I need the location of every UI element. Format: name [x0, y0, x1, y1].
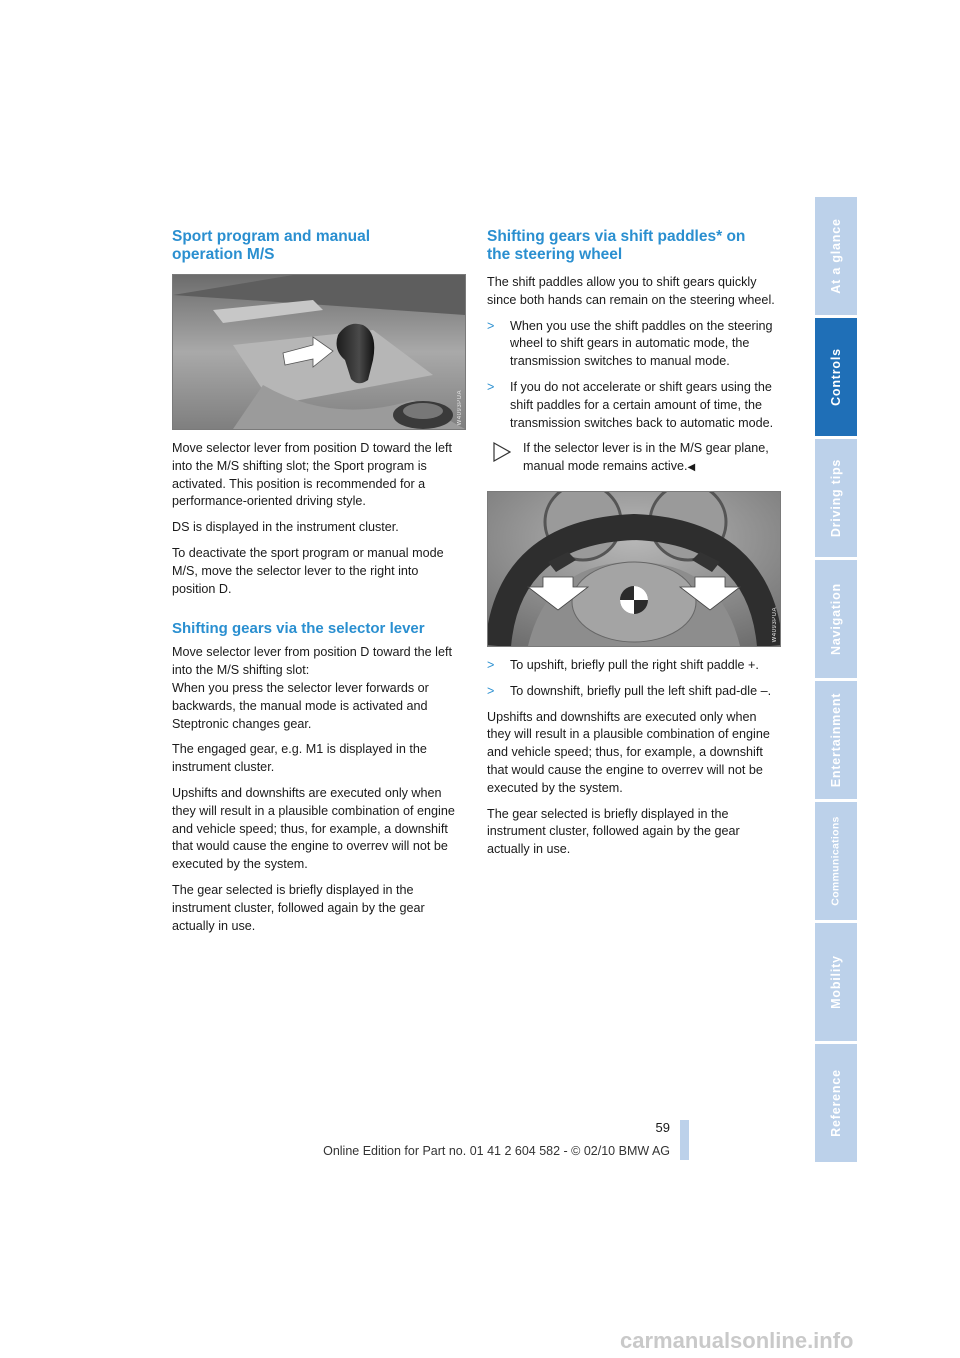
paragraph: The gear selected is briefly displayed in the instrument cluster, followed again by the gear actually in use.	[487, 806, 740, 857]
list-item	[487, 379, 781, 432]
list-item-text: To upshift, briefly pull the right shift paddle +.	[510, 657, 759, 672]
tab-label: Communications	[830, 816, 842, 906]
watermark: carmanualsonline.info	[620, 1328, 854, 1353]
paragraph: Upshifts and downshifts are executed only when they will result in a plausible combination of engine and vehicle speed; thus, for example, a downshift that would cause the engine to overrev will not be executed by the system.	[487, 709, 770, 795]
heading-sport-program: Sport program and manual operation M/S	[172, 228, 371, 263]
tab-reference[interactable]	[815, 1044, 857, 1162]
paragraph: Move selector lever from position D toward the left into the M/S shifting slot:	[172, 645, 452, 678]
paragraph: To deactivate the sport program or manual mode M/S, move the selector lever to the right into position D.	[172, 545, 444, 596]
steering-wheel-figure	[487, 491, 781, 647]
bullet-mark: >	[487, 379, 495, 394]
tab-label: Reference	[829, 1069, 843, 1137]
bullet-mark: >	[487, 657, 495, 672]
paragraph: The shift paddles allow you to shift gears quickly since both hands can remain on the steering wheel.	[487, 275, 775, 307]
heading-shift-paddles: Shifting gears via shift paddles* on the steering wheel	[487, 228, 746, 263]
paragraph: The gear selected is briefly displayed in the instrument cluster, followed again by the gear actually in use.	[172, 882, 425, 933]
right-column	[487, 228, 781, 867]
paragraph: When you press the selector lever forwards or backwards, the manual mode is activated and Steptronic changes gear.	[172, 680, 429, 731]
list-item	[487, 683, 781, 701]
play-triangle-icon	[493, 442, 511, 462]
footer-text: Online Edition for Part no. 01 41 2 604 582 - © 02/10 BMW AG	[323, 1144, 670, 1158]
tab-mobility[interactable]	[815, 923, 857, 1041]
selector-lever-figure	[172, 274, 466, 430]
tab-label: Controls	[829, 348, 844, 406]
tab-label: Mobility	[829, 955, 843, 1009]
tab-label: At a glance	[829, 218, 843, 294]
tab-at-a-glance[interactable]	[815, 197, 857, 315]
page-marker	[680, 1120, 689, 1160]
paragraph: The engaged gear, e.g. M1 is displayed in the instrument cluster.	[172, 742, 427, 775]
list-item	[487, 318, 781, 371]
page-number: 59	[655, 1120, 670, 1135]
list-item-text: To downshift, briefly pull the left shift pad-dle –.	[510, 683, 772, 698]
end-mark: ◀	[687, 462, 696, 474]
tab-communications[interactable]	[815, 802, 857, 920]
list-item-text: If you do not accelerate or shift gears using the shift paddles for a certain amount of time, the transmission switches back to automatic mode.	[510, 379, 774, 430]
figure-code: W4093PUA	[772, 606, 778, 642]
tab-controls[interactable]	[815, 318, 857, 436]
bullet-mark: >	[487, 683, 495, 698]
left-column	[172, 228, 464, 943]
bullet-mark: >	[487, 318, 495, 333]
list-item-text: When you use the shift paddles on the steering wheel to shift gears in automatic mode, the transmission switches to manual mode.	[510, 318, 773, 369]
figure-code: W4093PUA	[457, 389, 463, 425]
note-text: If the selector lever is in the M/S gear plane, manual mode remains active.	[523, 441, 769, 474]
section-tabs	[815, 197, 857, 1165]
tab-label: Driving tips	[829, 458, 844, 538]
paragraph: Move selector lever from position D toward the left into the M/S shifting slot; the Sport program is activated. This position is recommended for a performance-oriented driving style.	[172, 441, 452, 509]
tab-driving-tips[interactable]	[815, 439, 857, 557]
list-item	[487, 657, 781, 675]
tab-label: Entertainment	[829, 692, 844, 788]
paragraph: Upshifts and downshifts are executed only when they will result in a plausible combination of engine and vehicle speed; thus, for example, a downshift that would cause the engine to overrev will not be executed by the system.	[172, 785, 455, 872]
heading-selector-lever: Shifting gears via the selector lever	[172, 620, 425, 638]
tab-entertainment[interactable]	[815, 681, 857, 799]
note	[487, 440, 781, 477]
paragraph: DS is displayed in the instrument cluster.	[172, 520, 399, 535]
tab-label: Navigation	[829, 583, 843, 655]
tab-navigation[interactable]	[815, 560, 857, 678]
